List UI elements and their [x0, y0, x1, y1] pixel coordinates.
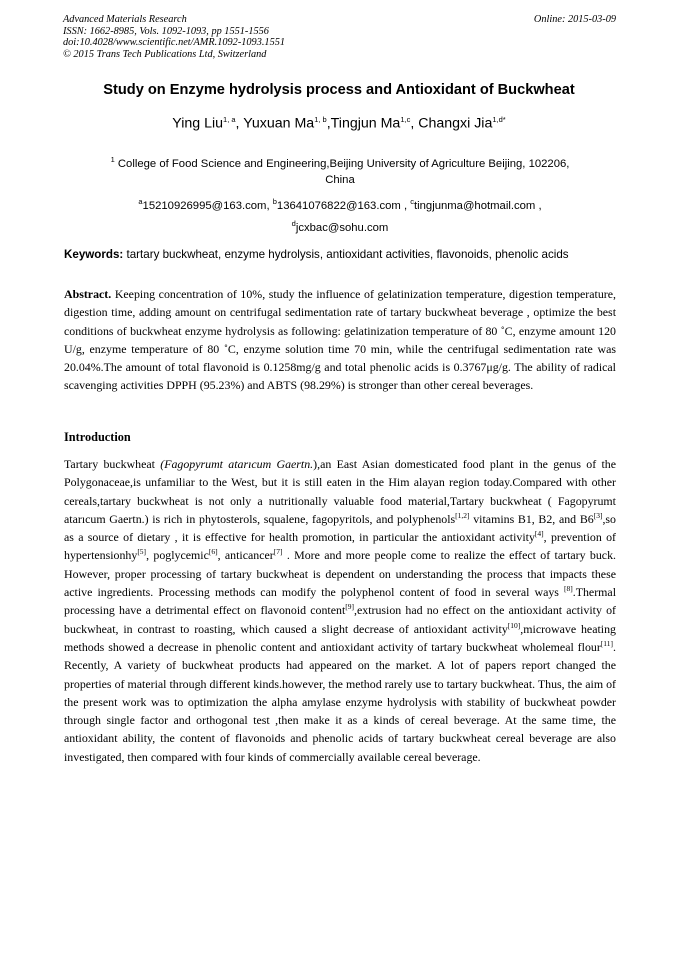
intro-text: ,microwave heating methods showed a decrease in phenolic content and antioxidant activity of tartary buckwheat wholemeal flour [64, 621, 616, 654]
keywords [64, 248, 624, 261]
journal-name: Advanced Materials Research [63, 14, 187, 25]
email-d: jcxbac@sohu.com [295, 221, 389, 234]
citation-ref: [6] [208, 547, 218, 557]
intro-text: vitamins B1, B2, and B6 [469, 511, 594, 526]
abstract-text: Keeping concentration of 10%, study the influence of gelatinization temperature, digestion temperature, digestion time, adding amount on centrifugal sedimentation rate of tartary buckwheat beverage , optimize the best conditions of buckwheat enzyme hydrolysis as following: gelatinization temperature of 80 ˚C, enzyme amount 120 U/g, enzyme temperature of 80 ˚C, enzyme solution time 70 min, while the centrifugal sedimentation rate was 20.04%.The amount of total flavonoid is 0.1258mg/g and total phenolic acids is 0.3767μg/g. The ability of radical scavenging activities DPPH (95.23%) and ABTS (98.29%) is stronger than other cereal beverages. [64, 287, 616, 393]
email-sup: d [291, 218, 296, 228]
intro-text: , prevention of hypertensionhy [64, 530, 617, 563]
intro-text: , poglycemic [146, 548, 209, 563]
intro-text: , anticancer [217, 548, 274, 563]
author-affiliation-sup: 1,d* [492, 115, 506, 124]
affiliation [80, 152, 600, 188]
abstract [64, 285, 616, 395]
email-sup: a [138, 197, 143, 206]
introduction-body [64, 455, 616, 766]
email-b: 13641076822@163.com , [276, 199, 408, 212]
intro-text: . Recently, A variety of buckwheat products had appeared on the market. A lot of papers report changed the properties of material through different kinds.however, the method rarely use to tartary buckwheat. Thus, the aim of the present work was to optimization the alpha amylase enzyme hydrolysis with stability of buckwheat powder through single factor and orthogonal test ,then make it as a kinds of cereal beverage. At the same time, the antioxidant ability, the content of flavonoids and phenolic acids of tartary buckwheat cereal beverage are also investigated, then compared with four kinds of commercially available cereal beverage. [64, 639, 616, 764]
email-a: 15210926995@163.com, [142, 199, 270, 212]
journal-header [63, 14, 616, 60]
affiliation-line: College of Food Science and Engineering,Beijing University of Agriculture Beijing, 102206, [117, 157, 570, 170]
email-sup: c [410, 197, 414, 206]
keywords-label: Keywords: [64, 248, 124, 261]
citation-ref: [11] [600, 639, 614, 648]
species-name: (Fagopyrumt atarıcum Gaertn. [160, 457, 314, 471]
email-sup: b [272, 197, 277, 206]
author-name: Ying Liu [172, 115, 224, 132]
online-date: Online: 2015-03-09 [533, 14, 616, 25]
intro-text: ,so as a source of dietary , it is effective for health promotion, in particular the antioxidant activity [64, 511, 616, 545]
author-name: Tingjun Ma [330, 115, 401, 132]
affiliation-sup: 1 [110, 155, 115, 164]
author-affiliation-sup: 1, b [314, 115, 327, 124]
citation-ref: [5] [137, 547, 147, 557]
intro-text: ),an East Asian domesticated food plant in the genus of the Polygonaceae,is unfamiliar to the West, but it is still eaten in the Him alayan region today.Compared with other cereals,tartary buckwheat is not only a nutritionally valuable food material,Tartary buckwheat ( Fagopyrumt atarıcum Gaertn.) is rich in phytosterols, squalene, fagopyritols, and polyphenols [64, 457, 616, 526]
citation-ref: [8] [564, 584, 573, 594]
introduction-heading: Introduction [64, 430, 131, 444]
abstract-label: Abstract. [64, 287, 112, 301]
issn-line: ISSN: 1662-8985, Vols. 1092-1093, pp 1551-1556 [63, 25, 269, 37]
intro-text: ,extrusion had no effect on the antioxidant activity of buckwheat, in contrast to roasting, which caused a slight decrease of antioxidant activity [64, 603, 616, 636]
author-list: Ying Liu$^{1, a}$, Yuxuan Ma$^{1, b}$,Tingjun Ma$^{1,c}$, Changxi Jia$^{1,d*}$ [172, 115, 506, 132]
copyright-line: © 2015 Trans Tech Publications Ltd, Switzerland [63, 48, 267, 60]
citation-ref: [10] [507, 620, 521, 630]
citation-ref: [3] [593, 510, 603, 520]
citation-ref: [1,2] [455, 510, 470, 520]
intro-text: Tartary buckwheat [64, 457, 161, 471]
author-affiliation-sup: 1, a [223, 115, 236, 124]
intro-text: . More and more people come to realize the effect of tartary buck. However, proper processing of tartary buckwheat is dependent on understanding the process that impacts these active ingredients. Processing methods can modify the polyphenol content of food in several ways [64, 548, 616, 600]
doi-line: doi:10.4028/www.scientific.net/AMR.1092-1093.1551 [63, 37, 286, 49]
author-name: Changxi Jia [418, 115, 493, 132]
citation-ref: [9] [345, 602, 354, 612]
author-emails [80, 193, 600, 237]
author-affiliation-sup: 1,c [400, 115, 411, 124]
email-c: tingjunma@hotmail.com , [413, 199, 542, 212]
citation-ref: [4] [534, 529, 544, 539]
keywords-text: tartary buckwheat, enzyme hydrolysis, antioxidant activities, flavonoids, phenolic acids [126, 248, 569, 261]
citation-ref: [7] [273, 547, 283, 557]
affiliation-country: China [325, 173, 355, 186]
author-name: Yuxuan Ma [243, 115, 315, 132]
paper-title: Study on Enzyme hydrolysis process and Antioxidant of Buckwheat [103, 82, 575, 98]
intro-text: .Thermal processing have a detrimental effect on flavonoid content [64, 585, 616, 618]
